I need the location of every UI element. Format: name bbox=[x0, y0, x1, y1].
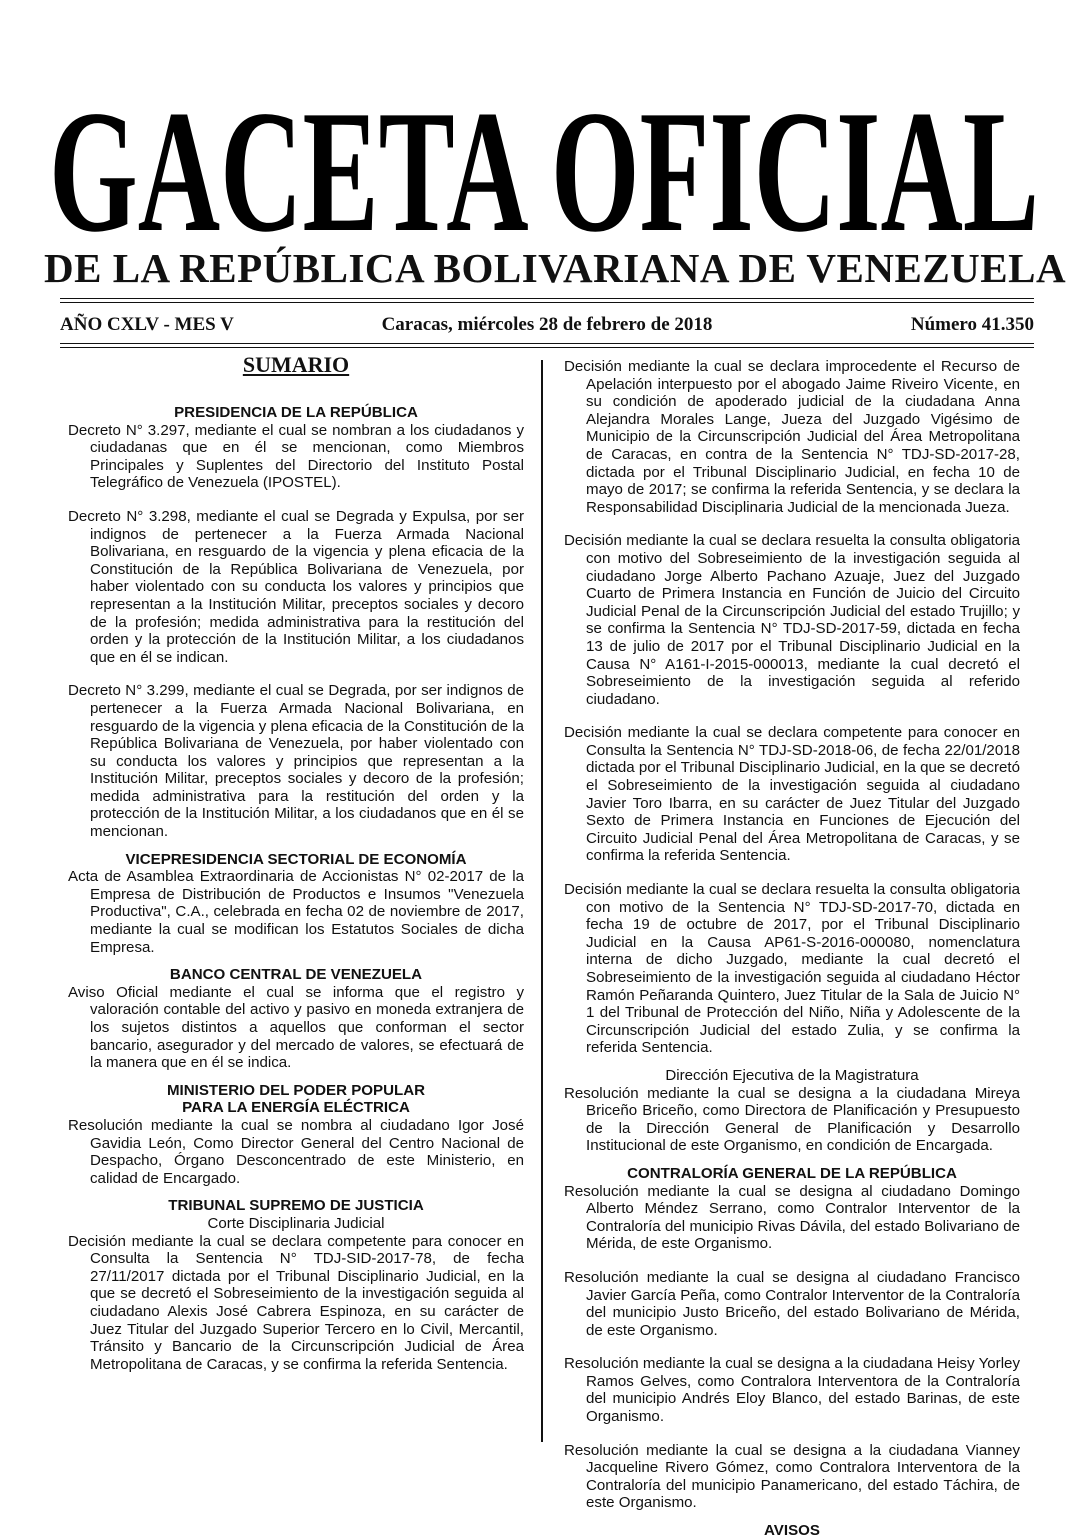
summary-entry: Resolución mediante la cual se nombra al ciudadano Igor José Gavidia León, Como Director General del Centro Nacional de Despacho, Órgano Desconcentrado de este Ministerio, en calidad de Encargado. bbox=[68, 1116, 524, 1187]
right-column bbox=[564, 358, 1020, 1540]
summary-entry: Resolución mediante la cual se designa a la ciudadana Vianney Jacqueline Rivero Gómez, como Contralora Interventora de la Contraloría del municipio Panamericano, del estado Táchira, de este Organismo. bbox=[564, 1441, 1020, 1512]
top-rule-1 bbox=[60, 298, 1034, 299]
subsection-heading: Dirección Ejecutiva de la Magistratura bbox=[665, 1066, 919, 1084]
masthead-subtitle: DE LA REPÚBLICA BOLIVARIANA DE VENEZUELA bbox=[44, 245, 1067, 291]
section-heading: MINISTERIO DEL PODER POPULAR bbox=[166, 1081, 426, 1099]
section-heading: PRESIDENCIA DE LA REPÚBLICA bbox=[174, 404, 418, 421]
issue-year: AÑO CXLV - MES V bbox=[60, 314, 234, 335]
summary-entry: Aviso Oficial mediante el cual se informa que el registro y valoración contable del activo y pasivo en moneda extranjera de los sujetos distintos a aquellos que conforman el sector bancario, asegurador y del mercado de valores, se efectuará de la manera que en él se indica. bbox=[68, 983, 524, 1072]
masthead-title bbox=[44, 58, 1044, 258]
masthead bbox=[44, 58, 1044, 258]
masthead-title-text: GACETA OFICIAL bbox=[49, 74, 1039, 258]
section-heading: PARA LA ENERGÍA ELÉCTRICA bbox=[182, 1099, 410, 1117]
section-heading: AVISOS bbox=[764, 1522, 820, 1540]
summary-entry: Decisión mediante la cual se declara improcedente el Recurso de Apelación interpuesto por el abogado Jaime Riveiro Vicente, en su condición de apoderado judicial de la ciudadana Anna Alejandra Morales Lange, Jueza del Juzgado Vigésimo de Municipio de la Circunscripción Judicial del Área Metropolitana de Caracas, en contra de la Sentencia N° TDJ-SD-2017-28, dictada por el Tribunal Disciplinario Judicial, en fecha 10 de mayo de 2017; se confirma la referida Sentencia, y se declara la Responsabilidad Disciplinaria Judicial de la mencionada Jueza. bbox=[564, 358, 1020, 516]
summary-entry: Decisión mediante la cual se declara resuelta la consulta obligatoria con motivo del Sobreseimiento de la investigación seguida al ciudadano Jorge Alberto Pachano Azuaje, Juez del Juzgado Cuarto de Primera Instancia en Función de Juicio del Circuito Judicial Penal de la Circunscripción Judicial del estado Trujillo; y se confirma la Sentencia N° TDJ-SD-2017-59, dictada en fecha 13 de julio de 2017 por el Tribunal Disciplinario Judicial en la Causa N° A161-I-2015-000013, mediante la cual decretó el Sobreseimiento de la investigación seguida al referido ciudadano. bbox=[564, 532, 1020, 708]
summary-entry: Decisión mediante la cual se declara competente para conocer en Consulta la Sentencia N° TDJ-SID-2017-78, de fecha 27/11/2017 dictada por el Tribunal Disciplinario Judicial, en la que se decretó el Sobreseimiento de la investigación seguida al ciudadano Alexis José Cabrera Espinoza, en su carácter de Juez Titular del Juzgado Superior Tercero en lo Civil, Mercantil, Tránsito y Bancario de la Circunscripción Judicial de Área Metropolitana de Caracas, y se confirma la referida Sentencia. bbox=[68, 1232, 524, 1373]
issue-info-bar bbox=[60, 314, 1034, 340]
column-divider bbox=[541, 360, 543, 1442]
summary-entry: Decreto N° 3.299, mediante el cual se Degrada, por ser indignos de pertenecer a la Fuerza Armada Nacional Bolivariana, en resguardo de la vigencia y plena eficacia de la Constitución de la República Bolivariana de Venezuela, por haber violentado con su conducta los valores y principios que representan a la Institución Militar, preceptos sociales y decoro de la profesión; medida administrativa para la restitución del orden y la protección de la Institución Militar, a los ciudadanos que en él se mencionan. bbox=[68, 682, 524, 841]
summary-entry: Decisión mediante la cual se declara competente para conocer en Consulta la Sentencia N° TDJ-SD-2018-06, de fecha 22/01/2018 dictada por el Tribunal Disciplinario Judicial, en la que se decretó el Sobreseimiento de la investigación seguida al ciudadano Javier Toro Ibarra, en su carácter de Juez Titular del Juzgado Sexto de Primera Instancia en Funciones de Ejecución del Circuito Judicial Penal del Área Metropolitana de Caracas, y se confirma la referida Sentencia. bbox=[564, 724, 1020, 865]
left-column bbox=[68, 352, 524, 1389]
summary-entry: Resolución mediante la cual se designa a la ciudadana Mireya Briceño Briceño, como Directora de Planificación y Presupuesto de la Dirección General de Planificación y Desarrollo Institucional de este Organismo, en condición de Encargada. bbox=[564, 1084, 1020, 1155]
bottom-rule-2 bbox=[60, 347, 1034, 348]
bottom-rule-1 bbox=[60, 343, 1034, 344]
issue-number: Número 41.350 bbox=[910, 314, 1034, 335]
summary-entry: Resolución mediante la cual se designa a la ciudadana Heisy Yorley Ramos Gelves, como Contralora Interventora de la Contraloría del municipio Andrés Eloy Blanco, del estado Barinas, de este Organismo. bbox=[564, 1355, 1020, 1426]
section-heading: VICEPRESIDENCIA SECTORIAL DE ECONOMÍA bbox=[125, 850, 467, 868]
summary-entry: Acta de Asamblea Extraordinaria de Accionistas N° 02-2017 de la Empresa de Distribución de Productos e Insumos "Venezuela Productiva", C.A., celebrada en fecha 02 de noviembre de 2017, mediante la cual se modifican los Estatutos Sociales de dicha Empresa. bbox=[68, 868, 524, 956]
section-heading: BANCO CENTRAL DE VENEZUELA bbox=[169, 966, 423, 984]
summary-entry: Resolución mediante la cual se designa al ciudadano Domingo Alberto Méndez Serrano, como Contralor Interventor de la Contraloría del municipio Rivas Dávila, del estado Bolivariano de Mérida, de este Organismo. bbox=[564, 1182, 1020, 1253]
top-rule-2 bbox=[60, 302, 1034, 303]
summary-entry: Decreto N° 3.298, mediante el cual se Degrada y Expulsa, por ser indignos de pertenecer a la Fuerza Armada Nacional Bolivariana, en resguardo de la vigencia y plena eficacia de la Constitución de la República Bolivariana de Venezuela, por haber violentado con su conducta los valores y principios que representan a la Institución Militar, preceptos sociales y decoro de la profesión; medida administrativa para la restitución del orden y la protección de la Institución Militar, a los ciudadanos que en él se indican. bbox=[68, 507, 524, 666]
sumario-heading: SUMARIO bbox=[242, 352, 350, 377]
summary-entry: Decisión mediante la cual se declara resuelta la consulta obligatoria con motivo de la Sentencia N° TDJ-SD-2017-70, dictada en fecha 19 de octubre de 2017, por el Tribunal Disciplinario Judicial en la Causa AP61-S-2016-000080, nomenclatura interna de dicho Juzgado, mediante la cual decretó el Sobreseimiento de la investigación seguida al ciudadano Héctor Ramón Peñaranda Quintero, Juez Titular de la Sala de Juicio N° 1 del Tribunal de Protección del Niño, Niña y Adolescente de la Circunscripción Judicial del estado Zulia, y se confirma la referida Sentencia. bbox=[564, 881, 1020, 1057]
issue-date: Caracas, miércoles 28 de febrero de 2018 bbox=[381, 314, 713, 335]
subsection-heading: Corte Disciplinaria Judicial bbox=[207, 1214, 385, 1232]
section-heading: TRIBUNAL SUPREMO DE JUSTICIA bbox=[168, 1197, 424, 1215]
summary-entry: Decreto N° 3.297, mediante el cual se nombran a los ciudadanos y ciudadanas que en él se mencionan, como Miembros Principales y Suplentes del Directorio del Instituto Postal Telegráfico de Venezuela (IPOSTEL). bbox=[68, 421, 524, 492]
section-heading: CONTRALORÍA GENERAL DE LA REPÚBLICA bbox=[627, 1164, 957, 1182]
summary-entry: Resolución mediante la cual se designa al ciudadano Francisco Javier García Peña, como Contralor Interventor de la Contraloría del municipio Justo Briceño, del estado Bolivariano de Mérida, de este Organismo. bbox=[564, 1268, 1020, 1339]
